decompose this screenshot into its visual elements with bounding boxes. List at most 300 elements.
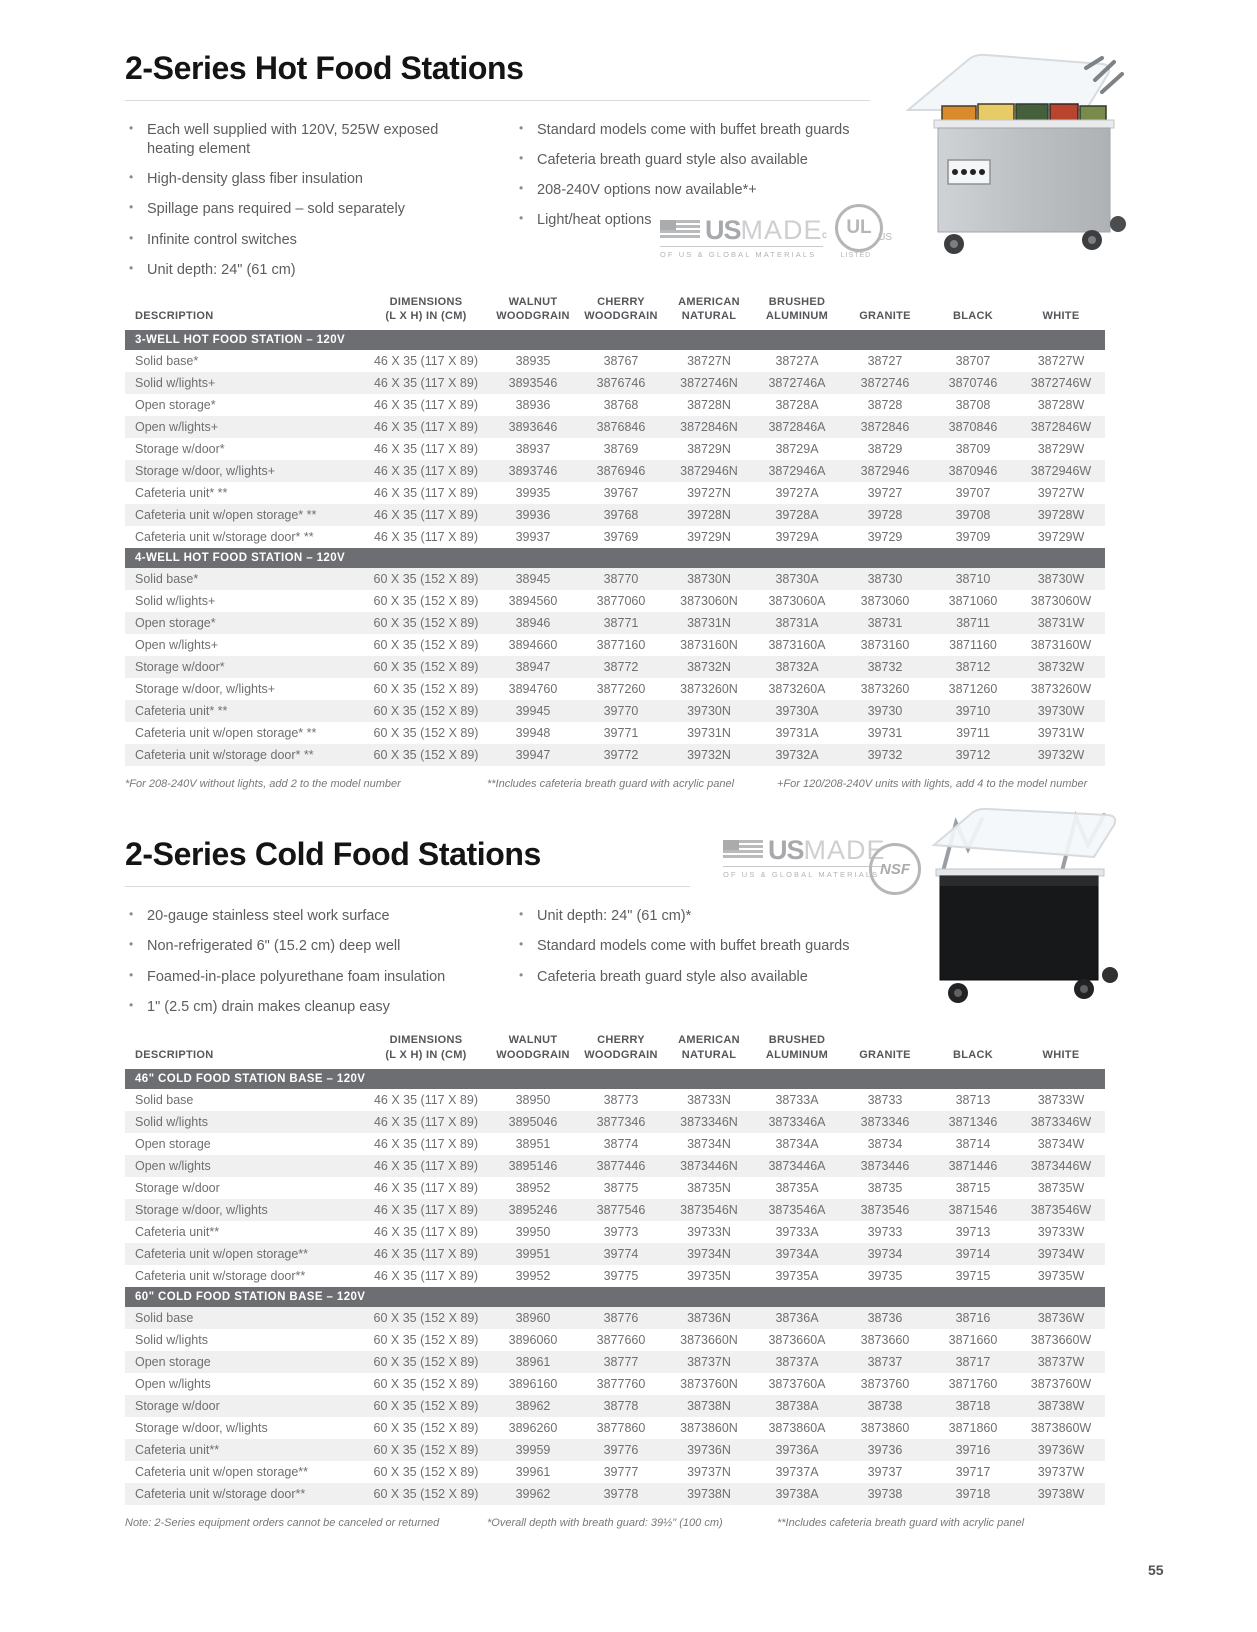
product-row [125, 722, 1105, 744]
model-number-cell: 39767 [603, 486, 639, 501]
product-row [125, 1307, 1105, 1329]
feature-bullet: • Each well supplied with 120V, 525W exposed heating element [125, 121, 467, 159]
model-number-cell: 38730W [1017, 568, 1105, 590]
dimensions-cell: 46 X 35 (117 X 89) [363, 416, 489, 438]
model-number-cell: 38778 [577, 1395, 665, 1417]
model-number-cell: 39730N [665, 700, 753, 722]
feature-bullet: • Spillage pans required – sold separately [125, 200, 467, 219]
model-number-cell: 38728W [1037, 398, 1085, 413]
model-number-cell: 3873660A [768, 1332, 826, 1347]
model-number-cell: 39945 [489, 700, 577, 722]
model-number-cell: 3873346 [841, 1111, 929, 1133]
model-number-cell: 38707 [955, 354, 991, 369]
model-number-cell: 3896160 [508, 1376, 558, 1391]
column-header: GRANITE [859, 1048, 911, 1061]
ul-us-text: US [878, 232, 892, 243]
model-number-cell: 39718 [929, 1483, 1017, 1505]
model-number-cell: 3873546A [753, 1199, 841, 1221]
model-number-cell: 3873060 [860, 594, 910, 609]
model-number-cell: 39950 [515, 1224, 551, 1239]
model-number-cell: 39776 [577, 1439, 665, 1461]
page-number: 55 [1148, 1562, 1164, 1578]
model-number-cell: 3872846N [665, 416, 753, 438]
table-section-band-label: 46" COLD FOOD STATION BASE – 120V [125, 1069, 1105, 1089]
model-number-cell: 38768 [603, 398, 639, 413]
model-number-cell: 3873660 [860, 1332, 910, 1347]
dimensions-cell: 60 X 35 (152 X 89) [373, 594, 479, 609]
model-number-cell: 38735W [1037, 1180, 1085, 1195]
model-number-cell: 3873860N [680, 1420, 738, 1435]
feature-bullet: • Standard models come with buffet breath guards [515, 121, 895, 140]
table-section-band [125, 1069, 1105, 1089]
model-number-cell: 3873260A [768, 682, 826, 697]
column-header: BLACK [953, 1048, 993, 1061]
model-number-cell: 38713 [955, 1092, 991, 1107]
feature-bullet: • 20-gauge stainless steel work surface [125, 907, 515, 926]
model-number-cell: 3873160A [768, 638, 826, 653]
product-row [125, 568, 1105, 590]
model-number-cell: 38733W [1037, 1092, 1085, 1107]
model-number-cell: 38732W [1017, 656, 1105, 678]
model-number-cell: 38729A [775, 442, 819, 457]
model-number-cell: 38951 [515, 1136, 551, 1151]
description-cell: Solid w/lights+ [125, 372, 363, 394]
model-number-cell: 38728 [867, 398, 903, 413]
table-section-band-label: 60" COLD FOOD STATION BASE – 120V [125, 1287, 1105, 1307]
model-number-cell: 38718 [929, 1395, 1017, 1417]
footnote: *For 208-240V without lights, add 2 to the model number [125, 778, 401, 791]
table-section-band [125, 548, 1105, 568]
description-cell: Cafeteria unit w/open storage* ** [135, 726, 317, 741]
model-number-cell: 3895046 [489, 1111, 577, 1133]
product-row [125, 504, 1105, 526]
product-row [125, 1155, 1105, 1177]
product-row [125, 700, 1105, 722]
title-divider [125, 100, 870, 101]
model-number-cell: 3877546 [577, 1199, 665, 1221]
column-header: WALNUT WOODGRAIN [496, 295, 570, 323]
dimensions-cell: 60 X 35 (152 X 89) [363, 656, 489, 678]
model-number-cell: 3895146 [489, 1155, 577, 1177]
model-number-cell: 3873446W [1017, 1155, 1105, 1177]
dimensions-cell: 46 X 35 (117 X 89) [373, 1136, 478, 1151]
model-number-cell: 39712 [929, 744, 1017, 766]
model-number-cell: 38776 [577, 1307, 665, 1329]
table-section-band [125, 330, 1105, 350]
us-made-us-text: US [768, 835, 804, 865]
model-number-cell: 3873160 [860, 638, 910, 653]
model-number-cell: 3871446 [929, 1155, 1017, 1177]
model-number-cell: 39772 [577, 744, 665, 766]
model-number-cell: 38714 [955, 1136, 991, 1151]
model-number-cell: 3873546W [1017, 1199, 1105, 1221]
model-number-cell: 39727 [867, 486, 903, 501]
table-section-band-label: 4-WELL HOT FOOD STATION – 120V [125, 548, 1105, 568]
model-number-cell: 38736W [1017, 1307, 1105, 1329]
model-number-cell: 38773 [603, 1092, 639, 1107]
column-header: BRUSHED ALUMINUM [765, 1034, 829, 1061]
column-header: DIMENSIONS (L X H) IN (CM) [385, 1034, 467, 1061]
model-number-cell: 38769 [603, 442, 639, 457]
dimensions-cell: 46 X 35 (117 X 89) [363, 1111, 489, 1133]
model-number-cell: 39771 [603, 726, 639, 741]
model-number-cell: 39769 [603, 530, 639, 545]
model-number-cell: 39714 [929, 1243, 1017, 1265]
model-number-cell: 39738A [753, 1483, 841, 1505]
model-number-cell: 38945 [489, 568, 577, 590]
model-number-cell: 3872846A [753, 416, 841, 438]
model-number-cell: 39951 [489, 1243, 577, 1265]
description-cell: Storage w/door* [135, 442, 225, 457]
feature-bullet: • 1" (2.5 cm) drain makes cleanup easy [125, 998, 515, 1017]
model-number-cell: 38729N [687, 442, 731, 457]
model-number-cell: 3873446 [841, 1155, 929, 1177]
column-header: WHITE [1042, 1048, 1080, 1061]
model-number-cell: 38734A [775, 1136, 819, 1151]
model-number-cell: 39736 [841, 1439, 929, 1461]
model-number-cell: 3873060W [1030, 594, 1092, 609]
model-number-cell: 39727A [775, 486, 819, 501]
description-cell: Storage w/door, w/lights+ [135, 682, 276, 697]
model-number-cell: 38738N [665, 1395, 753, 1417]
model-number-cell: 3877446 [577, 1155, 665, 1177]
model-number-cell: 39735N [687, 1268, 731, 1283]
model-number-cell: 3877346 [577, 1111, 665, 1133]
footnote: Note: 2-Series equipment orders cannot be canceled or returned [125, 1516, 440, 1529]
dimensions-cell: 46 X 35 (117 X 89) [373, 1092, 478, 1107]
model-number-cell: 3872746N [665, 372, 753, 394]
model-number-cell: 38736N [665, 1307, 753, 1329]
product-row [125, 1265, 1105, 1287]
cold-bullets-right [515, 907, 895, 997]
model-number-cell: 38733N [687, 1092, 731, 1107]
model-number-cell: 3894560 [508, 594, 558, 609]
us-made-logo [660, 215, 823, 260]
model-number-cell: 38950 [515, 1092, 551, 1107]
model-number-cell: 39732 [841, 744, 929, 766]
column-header: DIMENSIONS (L X H) IN (CM) [385, 295, 467, 323]
model-number-cell: 3877160 [596, 638, 646, 653]
product-row [125, 1199, 1105, 1221]
model-number-cell: 3873060N [680, 594, 738, 609]
model-number-cell: 38961 [489, 1351, 577, 1373]
product-row [125, 526, 1105, 548]
us-made-made-text: MADE [740, 215, 823, 245]
product-row [125, 612, 1105, 634]
model-number-cell: 38947 [489, 656, 577, 678]
product-row [125, 1395, 1105, 1417]
model-number-cell: 3873860A [768, 1420, 826, 1435]
model-number-cell: 38708 [955, 398, 991, 413]
description-cell: Cafeteria unit w/open storage** [135, 1464, 309, 1479]
model-number-cell: 39733N [687, 1224, 731, 1239]
model-number-cell: 39708 [929, 504, 1017, 526]
model-number-cell: 38732A [753, 656, 841, 678]
description-cell: Cafeteria unit** [125, 1439, 363, 1461]
model-number-cell: 39729N [687, 530, 731, 545]
model-number-cell: 3872746W [1017, 372, 1105, 394]
model-number-cell: 3877260 [596, 682, 646, 697]
cold-table-footnotes [125, 1517, 1105, 1529]
model-number-cell: 3873760W [1030, 1376, 1092, 1391]
hot-section-title: 2-Series Hot Food Stations [125, 50, 524, 86]
product-row [125, 1133, 1105, 1155]
model-number-cell: 39936 [489, 504, 577, 526]
product-row [125, 656, 1105, 678]
product-row [125, 1177, 1105, 1199]
feature-bullet: • Unit depth: 24" (61 cm)* [515, 907, 895, 926]
model-number-cell: 39728A [753, 504, 841, 526]
model-number-cell: 3872846W [1017, 416, 1105, 438]
dimensions-cell: 46 X 35 (117 X 89) [373, 530, 478, 545]
model-number-cell: 38777 [577, 1351, 665, 1373]
model-number-cell: 39733W [1037, 1224, 1085, 1239]
product-row [125, 1221, 1105, 1243]
column-header: CHERRY WOODGRAIN [584, 1034, 658, 1061]
model-number-cell: 3871660 [948, 1332, 998, 1347]
cold-section-title: 2-Series Cold Food Stations [125, 836, 541, 873]
ul-c-text: c [822, 230, 827, 241]
dimensions-cell: 60 X 35 (152 X 89) [373, 1420, 479, 1435]
model-number-cell: 39717 [955, 1464, 991, 1479]
feature-bullet: • Cafeteria breath guard style also available [515, 151, 895, 170]
model-number-cell: 38711 [929, 612, 1017, 634]
model-number-cell: 3870746 [929, 372, 1017, 394]
description-cell: Cafeteria unit w/open storage* ** [125, 504, 363, 526]
product-row [125, 482, 1105, 504]
table-header-row [125, 295, 1105, 331]
dimensions-cell: 60 X 35 (152 X 89) [363, 700, 489, 722]
model-number-cell: 39734N [665, 1243, 753, 1265]
model-number-cell: 3873260W [1030, 682, 1092, 697]
model-number-cell: 39948 [515, 726, 551, 741]
model-number-cell: 3870846 [929, 416, 1017, 438]
model-number-cell: 3877760 [596, 1376, 646, 1391]
description-cell: Open storage [125, 1351, 363, 1373]
product-row [125, 634, 1105, 656]
model-number-cell: 38735N [687, 1180, 731, 1195]
us-made-logo [723, 835, 886, 880]
model-number-cell: 38952 [515, 1180, 551, 1195]
model-number-cell: 3895246 [489, 1199, 577, 1221]
model-number-cell: 39728N [665, 504, 753, 526]
model-number-cell: 3896060 [508, 1332, 558, 1347]
model-number-cell: 39737 [867, 1464, 903, 1479]
description-cell: Open w/lights+ [125, 416, 363, 438]
model-number-cell: 39731N [687, 726, 731, 741]
model-number-cell: 39729 [867, 530, 903, 545]
us-made-tagline: OF US & GLOBAL MATERIALS [660, 246, 823, 259]
product-row [125, 460, 1105, 482]
model-number-cell: 38737N [665, 1351, 753, 1373]
model-number-cell: 3872946N [665, 460, 753, 482]
description-cell: Storage w/door, w/lights [135, 1420, 268, 1435]
model-number-cell: 39959 [489, 1439, 577, 1461]
model-number-cell: 3877660 [596, 1332, 646, 1347]
model-number-cell: 39770 [577, 700, 665, 722]
model-number-cell: 39738N [665, 1483, 753, 1505]
model-number-cell: 38731 [841, 612, 929, 634]
model-number-cell: 38736A [753, 1307, 841, 1329]
description-cell: Cafeteria unit w/storage door** [135, 1268, 306, 1283]
product-row [125, 1089, 1105, 1111]
description-cell: Solid base* [125, 568, 363, 590]
model-number-cell: 39734W [1017, 1243, 1105, 1265]
description-cell: Open storage* [135, 398, 216, 413]
dimensions-cell: 46 X 35 (117 X 89) [363, 1155, 489, 1177]
model-number-cell: 3871060 [948, 594, 998, 609]
product-row [125, 1417, 1105, 1439]
feature-bullet: • 208-240V options now available*+ [515, 181, 895, 200]
model-number-cell: 3871760 [948, 1376, 998, 1391]
model-number-cell: 3873446N [665, 1155, 753, 1177]
model-number-cell: 38733 [867, 1092, 903, 1107]
model-number-cell: 39962 [489, 1483, 577, 1505]
model-number-cell: 39778 [577, 1483, 665, 1505]
feature-bullet: • Light/heat options [515, 211, 895, 230]
us-made-tagline: OF US & GLOBAL MATERIALS [723, 866, 886, 879]
model-number-cell: 3873660N [680, 1332, 738, 1347]
description-cell: Storage w/door, w/lights [125, 1199, 363, 1221]
product-row [125, 1439, 1105, 1461]
model-number-cell: 3871160 [949, 638, 997, 653]
model-number-cell: 39773 [603, 1224, 639, 1239]
model-number-cell: 3873346N [665, 1111, 753, 1133]
table-section-band [125, 1287, 1105, 1307]
model-number-cell: 39768 [577, 504, 665, 526]
model-number-cell: 39952 [515, 1268, 551, 1283]
model-number-cell: 3872946 [841, 460, 929, 482]
model-number-cell: 38935 [515, 354, 551, 369]
dimensions-cell: 46 X 35 (117 X 89) [373, 1224, 478, 1239]
dimensions-cell: 46 X 35 (117 X 89) [363, 372, 489, 394]
model-number-cell: 39737N [687, 1464, 731, 1479]
model-number-cell: 39732N [665, 744, 753, 766]
model-number-cell: 39715 [955, 1268, 991, 1283]
model-number-cell: 3872746 [841, 372, 929, 394]
product-row [125, 1373, 1105, 1395]
model-number-cell: 39736W [1017, 1439, 1105, 1461]
dimensions-cell: 60 X 35 (152 X 89) [363, 744, 489, 766]
model-number-cell: 38716 [929, 1307, 1017, 1329]
feature-bullet: • Infinite control switches [125, 231, 467, 250]
model-number-cell: 39727W [1037, 486, 1085, 501]
model-number-cell: 3893546 [489, 372, 577, 394]
model-number-cell: 3871860 [948, 1420, 998, 1435]
description-cell: Storage w/door, w/lights+ [125, 460, 363, 482]
model-number-cell: 3873760 [860, 1376, 910, 1391]
product-row [125, 678, 1105, 700]
model-number-cell: 39735W [1037, 1268, 1085, 1283]
model-number-cell: 38767 [603, 354, 639, 369]
product-row [125, 394, 1105, 416]
model-number-cell: 39735 [867, 1268, 903, 1283]
model-number-cell: 3873160N [680, 638, 738, 653]
model-number-cell: 38737W [1017, 1351, 1105, 1373]
dimensions-cell: 60 X 35 (152 X 89) [363, 612, 489, 634]
model-number-cell: 3873760N [680, 1376, 738, 1391]
model-number-cell: 3873860 [860, 1420, 910, 1435]
feature-bullet: • Unit depth: 24" (61 cm) [125, 261, 467, 280]
model-number-cell: 38730N [665, 568, 753, 590]
description-cell: Open storage* [125, 612, 363, 634]
description-cell: Solid w/lights+ [135, 594, 216, 609]
column-header: AMERICAN NATURAL [678, 295, 740, 323]
feature-bullet: • Cafeteria breath guard style also available [515, 968, 895, 987]
model-number-cell: 38731W [1017, 612, 1105, 634]
model-number-cell: 3896260 [508, 1420, 558, 1435]
model-number-cell: 38734N [687, 1136, 731, 1151]
ul-listed-logo [822, 204, 892, 266]
model-number-cell: 38735 [867, 1180, 903, 1195]
model-number-cell: 39736N [665, 1439, 753, 1461]
description-cell: Storage w/door* [125, 656, 363, 678]
model-number-cell: 39777 [603, 1464, 639, 1479]
description-cell: Solid base* [135, 354, 199, 369]
dimensions-cell: 46 X 35 (117 X 89) [363, 1199, 489, 1221]
product-row [125, 1483, 1105, 1505]
us-made-us-text: US [705, 215, 741, 245]
model-number-cell: 38775 [603, 1180, 639, 1195]
model-number-cell: 38737 [841, 1351, 929, 1373]
model-number-cell: 3871260 [948, 682, 998, 697]
model-number-cell: 38729 [867, 442, 903, 457]
model-number-cell: 39732W [1017, 744, 1105, 766]
model-number-cell: 39728 [841, 504, 929, 526]
model-number-cell: 39737W [1037, 1464, 1085, 1479]
description-cell: Open w/lights [135, 1376, 211, 1391]
model-number-cell: 39716 [929, 1439, 1017, 1461]
model-number-cell: 39727N [687, 486, 731, 501]
column-header: AMERICAN NATURAL [678, 1034, 740, 1061]
model-number-cell: 3876846 [577, 416, 665, 438]
cold-bullets-left [125, 907, 515, 1028]
product-row [125, 350, 1105, 372]
description-cell: Cafeteria unit** [135, 1224, 220, 1239]
description-cell: Solid w/lights [135, 1332, 208, 1347]
feature-bullet: • Non-refrigerated 6" (15.2 cm) deep well [125, 937, 515, 956]
description-cell: Open w/lights+ [135, 638, 219, 653]
model-number-cell: 39735A [775, 1268, 819, 1283]
product-row [125, 1111, 1105, 1133]
hot-food-stations-table [125, 295, 1105, 767]
dimensions-cell: 46 X 35 (117 X 89) [373, 354, 478, 369]
model-number-cell: 39937 [515, 530, 551, 545]
model-number-cell: 3873660W [1030, 1332, 1092, 1347]
dimensions-cell: 60 X 35 (152 X 89) [363, 568, 489, 590]
product-row [125, 1351, 1105, 1373]
model-number-cell: 38738W [1017, 1395, 1105, 1417]
model-number-cell: 3873346A [753, 1111, 841, 1133]
feature-bullet: • Foamed-in-place polyurethane foam insulation [125, 968, 515, 987]
model-number-cell: 39710 [929, 700, 1017, 722]
model-number-cell: 39711 [956, 726, 990, 741]
model-number-cell: 38727 [867, 354, 903, 369]
dimensions-cell: 46 X 35 (117 X 89) [373, 486, 478, 501]
model-number-cell: 3873446A [753, 1155, 841, 1177]
model-number-cell: 38727W [1037, 354, 1085, 369]
dimensions-cell: 60 X 35 (152 X 89) [373, 726, 479, 741]
description-cell: Cafeteria unit w/storage door** [125, 1483, 363, 1505]
model-number-cell: 38728A [775, 398, 819, 413]
product-row [125, 416, 1105, 438]
model-number-cell: 38732N [665, 656, 753, 678]
feature-bullet: • Standard models come with buffet breath guards [515, 937, 895, 956]
model-number-cell: 38936 [515, 398, 551, 413]
model-number-cell: 3877060 [596, 594, 646, 609]
model-number-cell: 39709 [955, 530, 991, 545]
footnote: **Includes cafeteria breath guard with acrylic panel [777, 1516, 1025, 1529]
